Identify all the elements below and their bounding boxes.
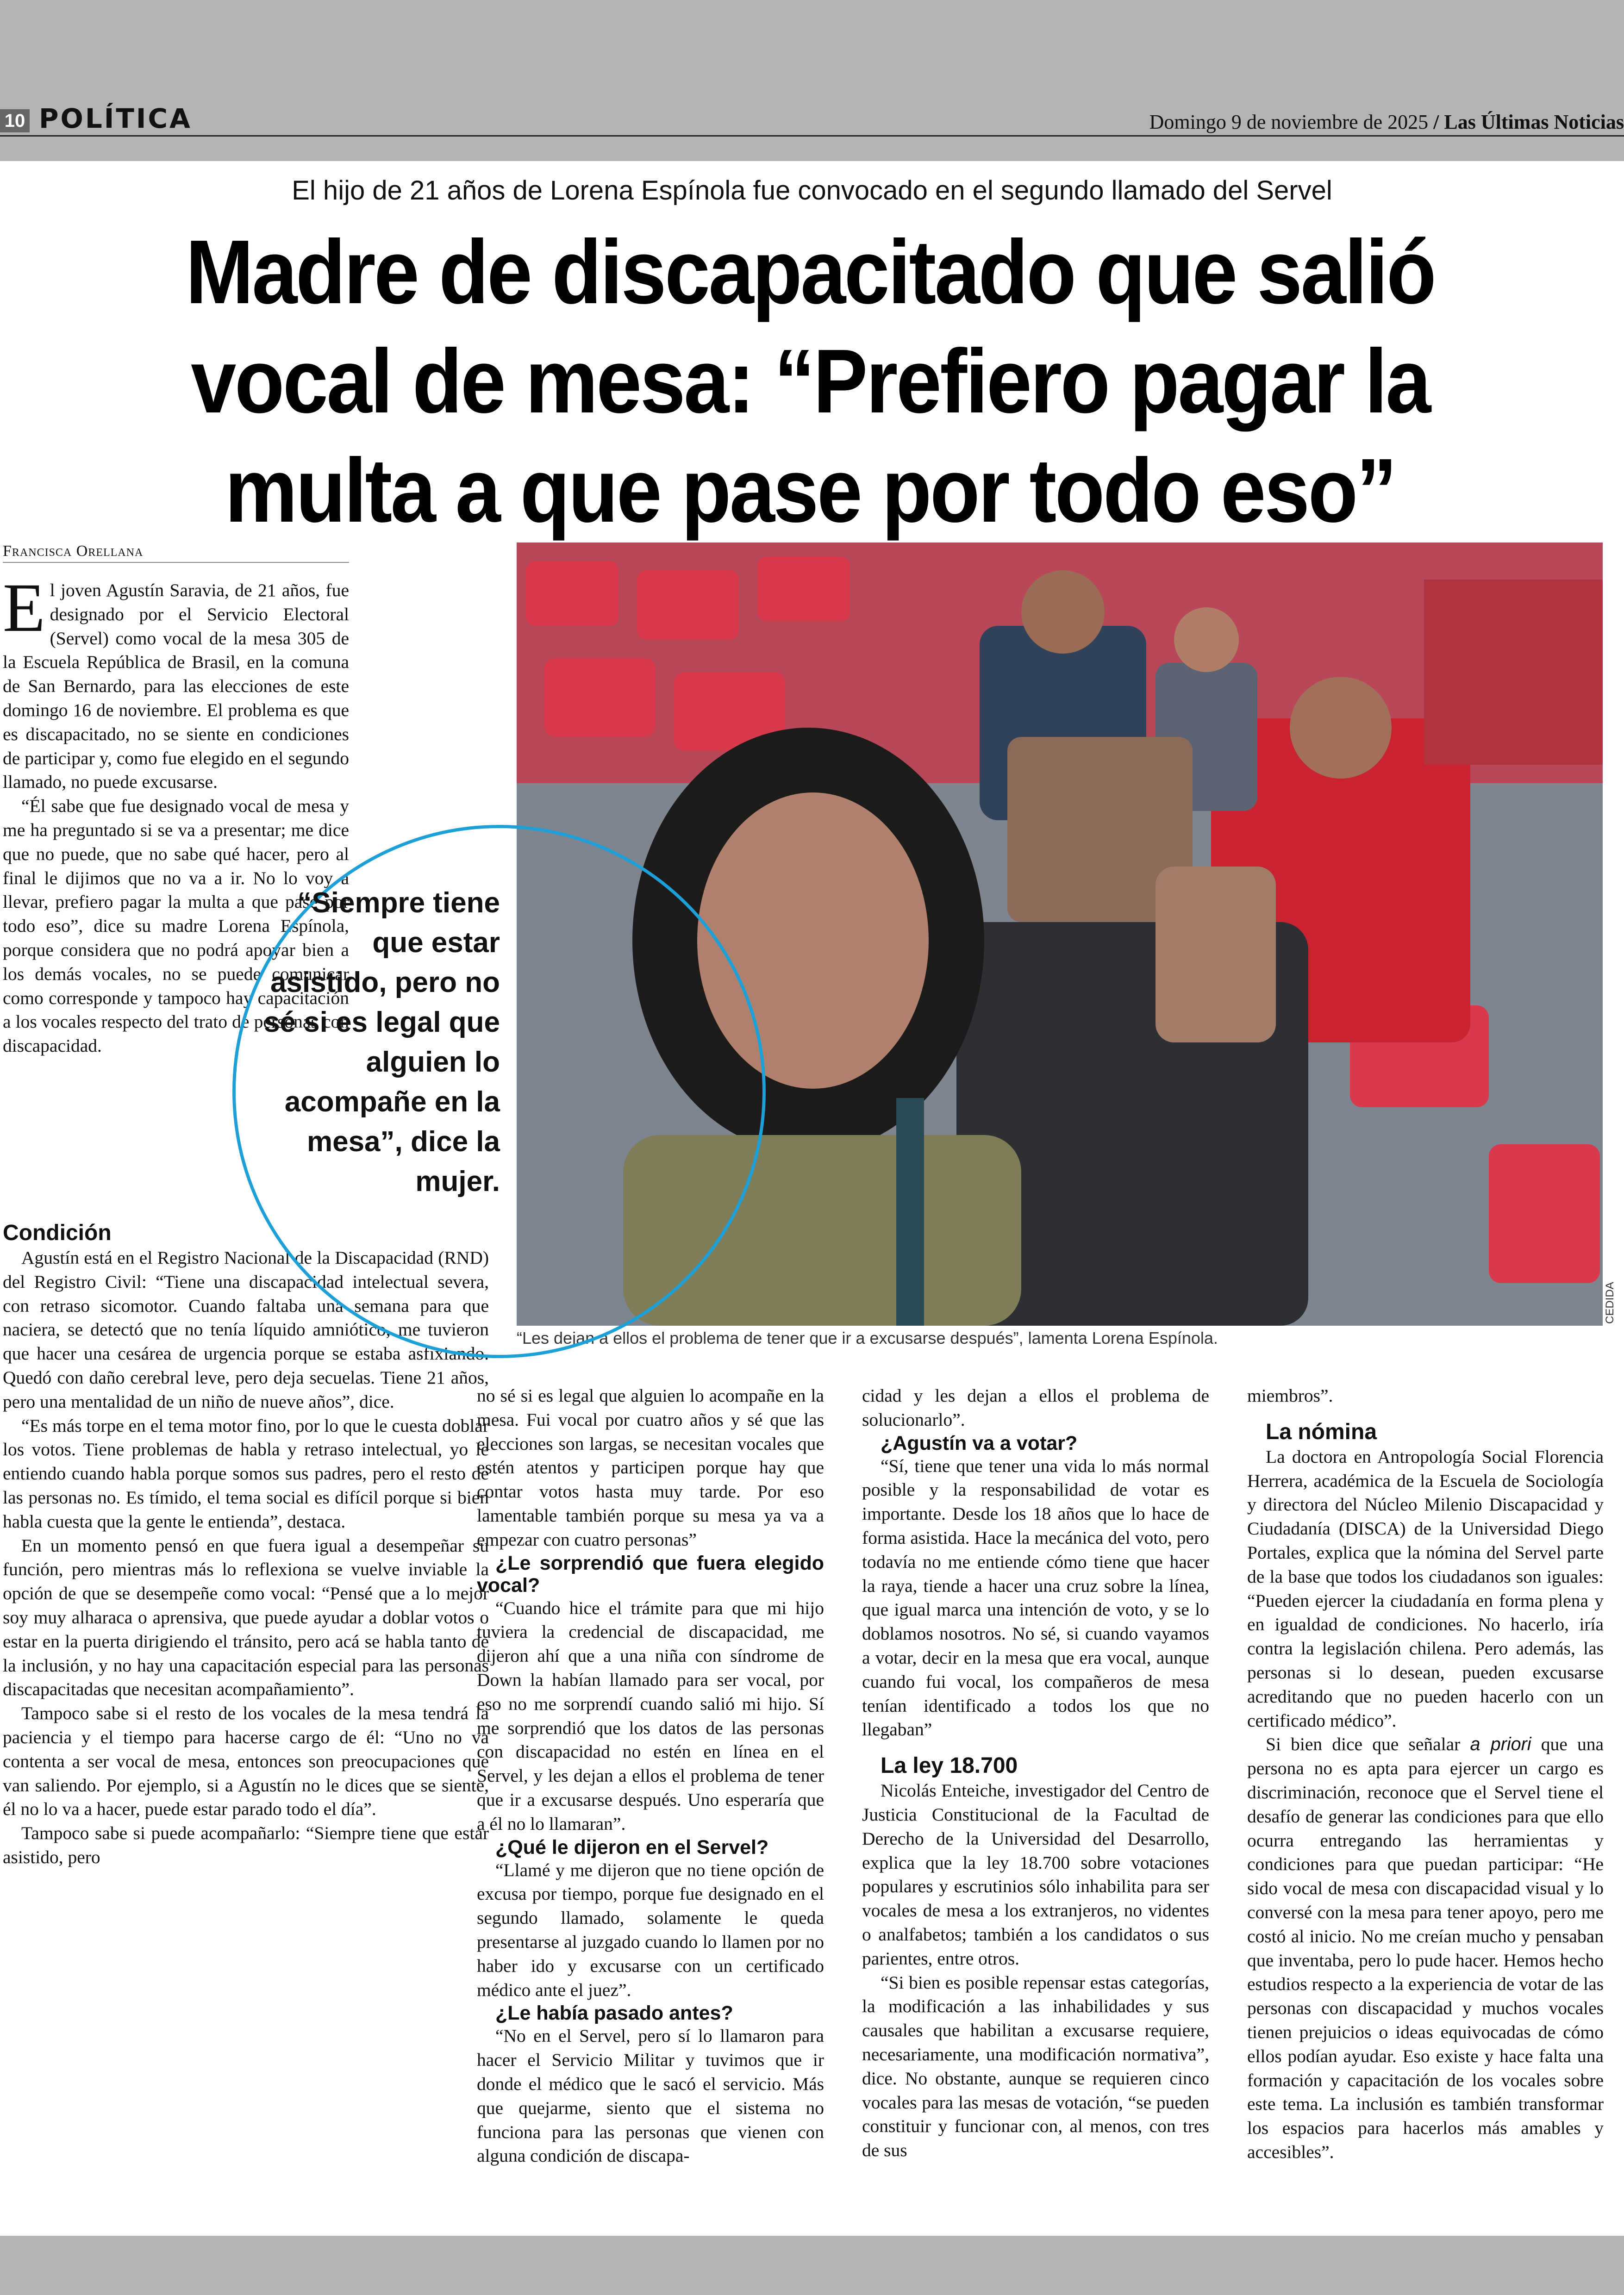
photo-credit: CEDIDA bbox=[1604, 1282, 1616, 1324]
interview-question: ¿Le sorprendió que fuera elegido vocal? bbox=[477, 1552, 824, 1597]
paragraph: Tampoco sabe si el resto de los vocales de la mesa tendrá la paciencia y el tiempo para hacerse cargo de él: “Uno no va contenta a ser vocal de mesa, entonces son preocupaciones que van saliendo. Por ejemplo, si a Agustín no le dices que se siente, él no lo va a hacer, puede estar parado todo el día”. bbox=[3, 1703, 489, 1820]
headline-line: multa a que pase por todo eso” bbox=[225, 440, 1396, 541]
paragraph bbox=[1247, 1733, 1604, 2164]
subhead-nomina: La nómina bbox=[1266, 1419, 1377, 1444]
paragraph: “No en el Servel, pero sí lo llamaron para hacer el Servicio Militar y tuvimos que ir donde el médico que le sacó el servicio. Más que quejarme, siento que el sistema no funciona para las personas que vienen con alguna condición de discapa- bbox=[477, 2026, 824, 2166]
section-name: POLÍTICA bbox=[39, 103, 192, 134]
subhead-condicion: Condición bbox=[3, 1221, 112, 1245]
paragraph: “Sí, tiene que tener una vida lo más normal posible y la responsabilidad de votar es importante. Desde los 18 años que lo hace de forma asistida. Hace la mecánica del voto, pero todavía no me entiende cómo tiene que hacer la raya, tiende a hacer una cruz sobre la línea, que igual marca una intención de voto, y se lo doblamos nosotros. No sé, si cuando vayamos a votar, decir en la mesa que era vocal, aunque cuando fui vocal, los compañeros de mesa tenían identificado a todos los que no llegaban” bbox=[862, 1455, 1209, 1740]
header-separator: / bbox=[1433, 111, 1439, 133]
paragraph-text: que una persona no es apta para ejercer un cargo es discriminación, reconoce que el Servel tiene el desafío de generar las condiciones para que ello ocurra entregando las herramientas y condiciones para que puedan participar: “He sido vocal de mesa con discapacidad visual y lo conversé con la mesa para tener apoyo, pero me costó al inicio. No me creían mucho y pensaban que inventaba, pero lo pude hacer. Hemos hecho estudios respecto a la experiencia de votar de las personas con discapacidad y muchos vocales tienen prejuicios o ideas equivocadas de cómo ellos podían ayudar. Eso existe y hace falta una formación y capacitación de los vocales sobre este tema. La inclusión es también transformar los espacios para hacerlos más amables y accesibles”. bbox=[1247, 1734, 1604, 2162]
paragraph-text: “Él sabe que fue designado vocal de mesa y me ha preguntado si se va a presentar; me dice que no puede, que no sabe qué hacer, pero al final le dijimos que no va a ir. No lo voy a llevar, prefiero pagar la multa a que pase por todo eso”, dice su madre Lorena Espínola, porque considera que no podrá apoyar bien a los demás vocales, no se puede comunicar como corresponde y tampoco hay capacitación a los vocales respecto del trato de personas con discapacidad. bbox=[3, 796, 349, 1056]
lead-text: l joven Agustín Saravia, de 21 años, fue designado por el Servicio Electoral (Servel) como vocal de la mesa 305 de la Escuela República de Brasil, en la comuna de San Bernardo, para las elecciones de este domingo 16 de noviembre. El problema es que es discapacitado, no se siente en condiciones de participar y, como fue elegido en el segundo llamado, no puede excusarse. bbox=[3, 580, 349, 792]
paragraph: La doctora en Antropología Social Florencia Herrera, académica de la Escuela de Sociología y directora del Núcleo Milenio Discapacidad y Ciudadanía (DISCA) de la Universidad Diego Portales, explica que la nómina del Servel parte de la base que todos los ciudadanos son iguales: “Pueden ejercer la ciudadanía en forma plena y en igualdad de condiciones. No hacerlo, iría contra la legislación chilena. Pero además, las personas si lo desean, pueden excusarse acreditando que no pueden hacerlo con un certificado médico”. bbox=[1247, 1446, 1604, 1731]
paragraph: “Si bien es posible repensar estas categorías, la modificación a las inhabilidades y sus causales que habilitan a excusarse requiere, necesariamente, una modificación normativa”, dice. No obstante, aunque se requieren cinco vocales para las mesas de votación, “se pueden constituir y funcionar con, al menos, con tres de sus bbox=[862, 1972, 1209, 2161]
interview-question: ¿Qué le dijeron en el Servel? bbox=[495, 1836, 769, 1858]
bottom-margin bbox=[0, 2236, 1624, 2295]
paragraph: “Es más torpe en el tema motor fino, por lo que le cuesta doblar los votos. Tiene problemas de habla y retraso intelectual, yo le entiendo cuando habla porque somos sus padres, pero el resto de las personas no. Es tímido, el tema social es difícil porque si bien habla cuesta que la gente le entienda”, destaca. bbox=[3, 1415, 489, 1532]
paragraph: “Cuando hice el trámite para que mi hijo tuviera la credencial de discapacidad, me dijeron ahí que a una niña con síndrome de Down la habían llamado para ser vocal, por eso no me sorprendí cuando salió mi hijo. Sí me sorprendió que los datos de las personas con discapacidad no estén en línea en el Servel, y les dejan a ellos el problema de tener que ir a excusarse después. Uno esperaría que a él no lo llamaran”. bbox=[477, 1597, 824, 1834]
header-dateline bbox=[1149, 110, 1624, 134]
headline-line: vocal de mesa: “Prefiero pagar la bbox=[191, 331, 1430, 432]
paragraph: cidad y les dejan a ellos el problema de solucionarlo”. bbox=[862, 1385, 1209, 1430]
pull-quote: “Siempre tiene que estar asistido, pero no sé si es legal que alguien lo acompañe en la mesa”, dice la mujer. bbox=[263, 887, 500, 1197]
header-rule bbox=[0, 135, 1624, 137]
paragraph: Tampoco sabe si puede acompañarlo: “Siempre tiene que estar asistido, pero bbox=[3, 1823, 489, 1867]
emphasis: a priori bbox=[1470, 1734, 1531, 1755]
stadium-selfie-illustration bbox=[517, 543, 1603, 1326]
paragraph: “Llamé y me dijeron que no tiene opción de excusa por tiempo, porque fue designado en el segundo llamado, solamente le queda presentarse al juzgado cuando lo llamen por no haber ido y excusarse con un certificado médico ante el juez”. bbox=[477, 1859, 824, 2000]
photo-caption: “Les dejan a ellos el problema de tener que ir a excusarse después”, lamenta Lorena Espínola. bbox=[517, 1328, 1218, 1347]
headline-line: Madre de discapacitado que salió bbox=[185, 221, 1435, 323]
interview-question: ¿Agustín va a votar? bbox=[881, 1432, 1078, 1454]
article-photo bbox=[517, 543, 1603, 1326]
article-headline bbox=[144, 218, 1477, 545]
article-column-1-lower bbox=[3, 1217, 489, 1870]
article-column-4 bbox=[1247, 1384, 1604, 2164]
drop-cap: E bbox=[3, 569, 45, 646]
publication-name: Las Últimas Noticias bbox=[1444, 111, 1624, 133]
lead-paragraph bbox=[3, 569, 349, 794]
paragraph-text: Si bien dice que señalar bbox=[1266, 1734, 1470, 1755]
subhead-ley: La ley 18.700 bbox=[881, 1753, 1018, 1778]
interview-question: ¿Le había pasado antes? bbox=[495, 2002, 733, 2025]
byline: Francisca Orellana bbox=[3, 543, 349, 563]
article-column-3 bbox=[862, 1384, 1209, 2163]
issue-date: Domingo 9 de noviembre de 2025 bbox=[1149, 111, 1429, 133]
paragraph: En un momento pensó en que fuera igual a desempeñar su función, pero mientras más lo reflexiona se vuelve inviable la opción de que se desempeñe como vocal: “Pensé que a lo mejor soy muy alharaca o aprensiva, que puede ayudar a doblar votos o estar en la puerta dirigiendo el tránsito, pero acá se habla tanto de la inclusión, y no hay una capacitación especial para las personas discapacitadas que necesitan acompañamiento”. bbox=[3, 1535, 489, 1700]
article-column-2 bbox=[477, 1384, 824, 2168]
page-number: 10 bbox=[0, 109, 30, 132]
paragraph: Nicolás Enteiche, investigador del Centro de Justicia Constitucional de la Facultad de Derecho de la Universidad del Desarrollo, explica que la ley 18.700 sobre votaciones populares y escrutinios sólo inhabilita para ser vocales de mesa a los extranjeros, no videntes o analfabetos; también a los candidatos o sus parientes, entre otros. bbox=[862, 1780, 1209, 1969]
top-margin bbox=[0, 0, 1624, 161]
article-kicker: El hijo de 21 años de Lorena Espínola fue convocado en el segundo llamado del Servel bbox=[292, 175, 1332, 206]
paragraph: Agustín está en el Registro Nacional de la Discapacidad (RND) del Registro Civil: “Tiene una discapacidad intelectual severa, con retraso sicomotor. Cuando faltaba una semana para que naciera, se detectó que no tenía líquido amniótico, me tuvieron que hacer una cesárea de urgencia porque se estaba asfixiando. Quedó con daño cerebral leve, pero deja secuelas. Tiene 21 años, pero una mentalidad de un niño de nueve años”, dice. bbox=[3, 1247, 489, 1412]
paragraph: miembros”. bbox=[1247, 1385, 1333, 1406]
paragraph: no sé si es legal que alguien lo acompañe en la mesa. Fui vocal por cuatro años y sé que las elecciones son largas, se necesitan vocales que estén atentos y participen porque hay que contar votos hasta muy tarde. Por eso lamentable también porque su mesa ya va a empezar con cuatro personas” bbox=[477, 1385, 824, 1550]
